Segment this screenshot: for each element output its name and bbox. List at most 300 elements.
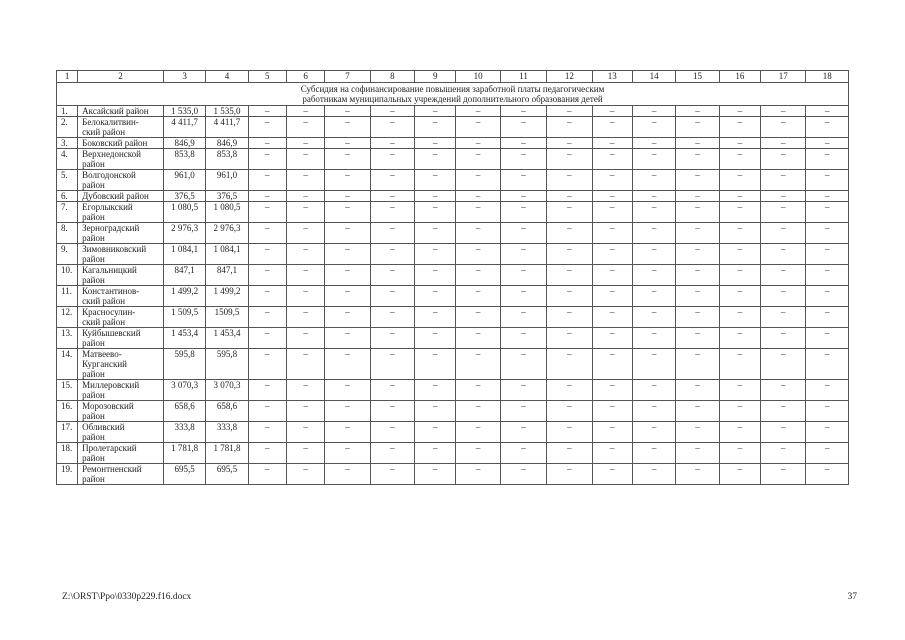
empty-value-dash: –	[248, 307, 286, 328]
column-number-cell: 17	[761, 71, 806, 83]
table-row	[57, 265, 849, 286]
district-name	[78, 286, 164, 307]
empty-value-dash: –	[370, 464, 414, 485]
empty-value-dash: –	[719, 223, 760, 244]
empty-value-dash: –	[632, 223, 675, 244]
district-name	[78, 149, 164, 170]
empty-value-dash: –	[592, 244, 632, 265]
table-row	[57, 349, 849, 380]
empty-value-dash: –	[592, 202, 632, 223]
empty-value-dash: –	[500, 464, 546, 485]
amount-col-4: 658,6	[206, 401, 248, 422]
empty-value-dash: –	[547, 328, 592, 349]
column-number-cell: 3	[163, 71, 205, 83]
empty-value-dash: –	[719, 117, 760, 138]
amount-col-3: 3 070,3	[163, 380, 205, 401]
row-number: 3.	[57, 138, 78, 149]
empty-value-dash: –	[676, 286, 719, 307]
empty-value-dash: –	[286, 443, 324, 464]
column-number-cell: 14	[632, 71, 675, 83]
empty-value-dash: –	[676, 170, 719, 191]
district-name-line: Куйбышевский	[82, 328, 141, 338]
district-name	[78, 202, 164, 223]
empty-value-dash: –	[415, 349, 456, 380]
empty-value-dash: –	[500, 307, 546, 328]
district-name-line: район	[82, 453, 105, 463]
empty-value-dash: –	[592, 464, 632, 485]
amount-col-4: 1 080,5	[206, 202, 248, 223]
empty-value-dash: –	[286, 202, 324, 223]
empty-value-dash: –	[547, 170, 592, 191]
empty-value-dash: –	[806, 170, 849, 191]
row-number: 10.	[57, 265, 78, 286]
empty-value-dash: –	[676, 138, 719, 149]
empty-value-dash: –	[456, 464, 500, 485]
empty-value-dash: –	[547, 191, 592, 202]
empty-value-dash: –	[719, 443, 760, 464]
empty-value-dash: –	[415, 380, 456, 401]
empty-value-dash: –	[415, 106, 456, 117]
empty-value-dash: –	[632, 244, 675, 265]
empty-value-dash: –	[415, 138, 456, 149]
empty-value-dash: –	[592, 106, 632, 117]
empty-value-dash: –	[719, 380, 760, 401]
empty-value-dash: –	[370, 106, 414, 117]
empty-value-dash: –	[547, 286, 592, 307]
empty-value-dash: –	[806, 149, 849, 170]
empty-value-dash: –	[632, 106, 675, 117]
empty-value-dash: –	[325, 149, 370, 170]
district-name-line: Обливский	[82, 422, 125, 432]
column-number-cell: 4	[206, 71, 248, 83]
column-number-cell: 13	[592, 71, 632, 83]
empty-value-dash: –	[500, 328, 546, 349]
empty-value-dash: –	[676, 443, 719, 464]
amount-col-4: 846,9	[206, 138, 248, 149]
row-number: 6.	[57, 191, 78, 202]
empty-value-dash: –	[761, 117, 806, 138]
table-row	[57, 464, 849, 485]
district-name	[78, 138, 164, 149]
empty-value-dash: –	[370, 422, 414, 443]
empty-value-dash: –	[286, 328, 324, 349]
empty-value-dash: –	[415, 170, 456, 191]
empty-value-dash: –	[676, 380, 719, 401]
empty-value-dash: –	[547, 349, 592, 380]
caption-line-1: Субсидия на софинансирование повышения заработной платы педагогическим	[300, 84, 605, 94]
empty-value-dash: –	[719, 328, 760, 349]
empty-value-dash: –	[415, 191, 456, 202]
empty-value-dash: –	[761, 422, 806, 443]
empty-value-dash: –	[592, 307, 632, 328]
amount-col-3: 1 781,8	[163, 443, 205, 464]
empty-value-dash: –	[415, 223, 456, 244]
empty-value-dash: –	[592, 149, 632, 170]
amount-col-3: 2 976,3	[163, 223, 205, 244]
amount-col-4: 1509,5	[206, 307, 248, 328]
empty-value-dash: –	[632, 149, 675, 170]
empty-value-dash: –	[370, 149, 414, 170]
empty-value-dash: –	[370, 117, 414, 138]
empty-value-dash: –	[719, 286, 760, 307]
section-caption-row	[57, 83, 849, 106]
empty-value-dash: –	[676, 149, 719, 170]
empty-value-dash: –	[456, 349, 500, 380]
empty-value-dash: –	[325, 401, 370, 422]
empty-value-dash: –	[761, 202, 806, 223]
empty-value-dash: –	[456, 149, 500, 170]
empty-value-dash: –	[806, 265, 849, 286]
section-caption	[57, 83, 849, 106]
table-row	[57, 244, 849, 265]
empty-value-dash: –	[325, 286, 370, 307]
empty-value-dash: –	[500, 286, 546, 307]
empty-value-dash: –	[719, 265, 760, 286]
district-name	[78, 265, 164, 286]
empty-value-dash: –	[719, 138, 760, 149]
empty-value-dash: –	[500, 244, 546, 265]
empty-value-dash: –	[719, 149, 760, 170]
empty-value-dash: –	[806, 401, 849, 422]
district-name-line: район	[82, 212, 105, 222]
column-number-cell: 1	[57, 71, 78, 83]
empty-value-dash: –	[761, 138, 806, 149]
amount-col-3: 695,5	[163, 464, 205, 485]
district-name	[78, 170, 164, 191]
empty-value-dash: –	[325, 117, 370, 138]
district-name	[78, 380, 164, 401]
empty-value-dash: –	[761, 464, 806, 485]
empty-value-dash: –	[286, 286, 324, 307]
empty-value-dash: –	[761, 223, 806, 244]
table-row	[57, 307, 849, 328]
empty-value-dash: –	[547, 202, 592, 223]
empty-value-dash: –	[370, 443, 414, 464]
amount-col-3: 1 080,5	[163, 202, 205, 223]
table-row	[57, 380, 849, 401]
district-name-line: Константинов-	[82, 286, 140, 296]
empty-value-dash: –	[248, 349, 286, 380]
empty-value-dash: –	[806, 328, 849, 349]
empty-value-dash: –	[632, 422, 675, 443]
empty-value-dash: –	[325, 170, 370, 191]
amount-col-4: 695,5	[206, 464, 248, 485]
district-name-line: ский район	[82, 296, 126, 306]
row-number: 1.	[57, 106, 78, 117]
empty-value-dash: –	[592, 443, 632, 464]
empty-value-dash: –	[415, 202, 456, 223]
empty-value-dash: –	[806, 223, 849, 244]
empty-value-dash: –	[632, 191, 675, 202]
empty-value-dash: –	[632, 307, 675, 328]
empty-value-dash: –	[761, 244, 806, 265]
empty-value-dash: –	[456, 202, 500, 223]
amount-col-4: 376,5	[206, 191, 248, 202]
amount-col-4: 1 535,0	[206, 106, 248, 117]
empty-value-dash: –	[592, 349, 632, 380]
empty-value-dash: –	[500, 106, 546, 117]
row-number: 4.	[57, 149, 78, 170]
empty-value-dash: –	[370, 307, 414, 328]
empty-value-dash: –	[248, 443, 286, 464]
empty-value-dash: –	[547, 422, 592, 443]
table-row	[57, 443, 849, 464]
empty-value-dash: –	[500, 191, 546, 202]
empty-value-dash: –	[592, 191, 632, 202]
empty-value-dash: –	[632, 202, 675, 223]
empty-value-dash: –	[370, 349, 414, 380]
empty-value-dash: –	[761, 328, 806, 349]
empty-value-dash: –	[325, 464, 370, 485]
empty-value-dash: –	[592, 138, 632, 149]
empty-value-dash: –	[248, 464, 286, 485]
amount-col-3: 1 453,4	[163, 328, 205, 349]
table-row	[57, 138, 849, 149]
empty-value-dash: –	[415, 149, 456, 170]
empty-value-dash: –	[500, 265, 546, 286]
empty-value-dash: –	[806, 443, 849, 464]
district-name-line: район	[82, 432, 105, 442]
empty-value-dash: –	[806, 349, 849, 380]
empty-value-dash: –	[456, 401, 500, 422]
empty-value-dash: –	[547, 117, 592, 138]
empty-value-dash: –	[676, 265, 719, 286]
amount-col-3: 333,8	[163, 422, 205, 443]
empty-value-dash: –	[632, 464, 675, 485]
caption-line-2: работникам муниципальных учреждений дополнительного образования детей	[302, 94, 603, 104]
empty-value-dash: –	[547, 265, 592, 286]
district-name-line: район	[82, 390, 105, 400]
empty-value-dash: –	[500, 422, 546, 443]
empty-value-dash: –	[286, 138, 324, 149]
empty-value-dash: –	[806, 380, 849, 401]
empty-value-dash: –	[415, 265, 456, 286]
table-row	[57, 117, 849, 138]
amount-col-4: 1 781,8	[206, 443, 248, 464]
row-number: 17.	[57, 422, 78, 443]
district-name-line: Красносулин-	[82, 307, 136, 317]
empty-value-dash: –	[456, 307, 500, 328]
empty-value-dash: –	[286, 191, 324, 202]
empty-value-dash: –	[248, 202, 286, 223]
empty-value-dash: –	[456, 286, 500, 307]
amount-col-4: 2 976,3	[206, 223, 248, 244]
empty-value-dash: –	[500, 170, 546, 191]
empty-value-dash: –	[761, 106, 806, 117]
empty-value-dash: –	[806, 307, 849, 328]
amount-col-3: 376,5	[163, 191, 205, 202]
empty-value-dash: –	[286, 244, 324, 265]
empty-value-dash: –	[632, 117, 675, 138]
empty-value-dash: –	[456, 106, 500, 117]
empty-value-dash: –	[547, 106, 592, 117]
district-name-line: Пролетарский	[82, 443, 137, 453]
column-number-row	[57, 71, 849, 83]
amount-col-3: 846,9	[163, 138, 205, 149]
empty-value-dash: –	[719, 307, 760, 328]
empty-value-dash: –	[592, 422, 632, 443]
district-name-line: Боковский район	[82, 138, 148, 148]
empty-value-dash: –	[415, 328, 456, 349]
district-name-line: Матвеево-	[82, 349, 122, 359]
empty-value-dash: –	[325, 223, 370, 244]
empty-value-dash: –	[370, 223, 414, 244]
table-row	[57, 106, 849, 117]
empty-value-dash: –	[500, 380, 546, 401]
empty-value-dash: –	[248, 244, 286, 265]
district-name-line: Аксайский район	[82, 106, 149, 116]
empty-value-dash: –	[248, 170, 286, 191]
amount-col-4: 4 411,7	[206, 117, 248, 138]
empty-value-dash: –	[286, 401, 324, 422]
empty-value-dash: –	[676, 106, 719, 117]
empty-value-dash: –	[415, 464, 456, 485]
district-name-line: Морозовский	[82, 401, 134, 411]
empty-value-dash: –	[632, 286, 675, 307]
table-row	[57, 422, 849, 443]
empty-value-dash: –	[415, 401, 456, 422]
empty-value-dash: –	[325, 307, 370, 328]
empty-value-dash: –	[547, 464, 592, 485]
empty-value-dash: –	[286, 106, 324, 117]
column-number-cell: 2	[78, 71, 164, 83]
amount-col-3: 658,6	[163, 401, 205, 422]
empty-value-dash: –	[592, 328, 632, 349]
district-name-line: район	[82, 233, 105, 243]
empty-value-dash: –	[370, 244, 414, 265]
amount-col-4: 853,8	[206, 149, 248, 170]
amount-col-4: 595,8	[206, 349, 248, 380]
table-row	[57, 286, 849, 307]
row-number: 7.	[57, 202, 78, 223]
empty-value-dash: –	[592, 170, 632, 191]
column-number-cell: 6	[286, 71, 324, 83]
empty-value-dash: –	[592, 380, 632, 401]
empty-value-dash: –	[248, 286, 286, 307]
empty-value-dash: –	[676, 464, 719, 485]
empty-value-dash: –	[761, 170, 806, 191]
empty-value-dash: –	[456, 443, 500, 464]
empty-value-dash: –	[415, 117, 456, 138]
empty-value-dash: –	[456, 380, 500, 401]
row-number: 5.	[57, 170, 78, 191]
empty-value-dash: –	[806, 464, 849, 485]
district-name-line: Миллеровский	[82, 380, 140, 390]
district-name-line: Волгодонской	[82, 170, 136, 180]
table-row	[57, 191, 849, 202]
district-name	[78, 244, 164, 265]
empty-value-dash: –	[547, 149, 592, 170]
empty-value-dash: –	[806, 138, 849, 149]
empty-value-dash: –	[676, 223, 719, 244]
empty-value-dash: –	[248, 106, 286, 117]
district-name-line: район	[82, 474, 105, 484]
amount-col-4: 1 084,1	[206, 244, 248, 265]
empty-value-dash: –	[415, 443, 456, 464]
district-name	[78, 106, 164, 117]
column-number-cell: 16	[719, 71, 760, 83]
empty-value-dash: –	[547, 138, 592, 149]
empty-value-dash: –	[286, 464, 324, 485]
empty-value-dash: –	[719, 106, 760, 117]
empty-value-dash: –	[325, 138, 370, 149]
empty-value-dash: –	[286, 349, 324, 380]
empty-value-dash: –	[676, 202, 719, 223]
page-number: 37	[847, 592, 857, 602]
empty-value-dash: –	[806, 422, 849, 443]
empty-value-dash: –	[676, 422, 719, 443]
empty-value-dash: –	[632, 328, 675, 349]
empty-value-dash: –	[547, 443, 592, 464]
empty-value-dash: –	[547, 244, 592, 265]
district-name	[78, 328, 164, 349]
column-number-cell: 15	[676, 71, 719, 83]
column-number-cell: 9	[415, 71, 456, 83]
empty-value-dash: –	[500, 149, 546, 170]
empty-value-dash: –	[370, 265, 414, 286]
row-number: 11.	[57, 286, 78, 307]
empty-value-dash: –	[500, 443, 546, 464]
district-name	[78, 443, 164, 464]
empty-value-dash: –	[806, 286, 849, 307]
row-number: 9.	[57, 244, 78, 265]
empty-value-dash: –	[761, 191, 806, 202]
column-number-cell: 12	[547, 71, 592, 83]
amount-col-4: 847,1	[206, 265, 248, 286]
district-name-line: район	[82, 159, 105, 169]
district-name-line: Ремонтненский	[82, 464, 142, 474]
row-number: 12.	[57, 307, 78, 328]
empty-value-dash: –	[719, 202, 760, 223]
empty-value-dash: –	[676, 401, 719, 422]
empty-value-dash: –	[719, 401, 760, 422]
amount-col-3: 1 499,2	[163, 286, 205, 307]
empty-value-dash: –	[456, 117, 500, 138]
district-name	[78, 117, 164, 138]
empty-value-dash: –	[592, 265, 632, 286]
empty-value-dash: –	[592, 223, 632, 244]
empty-value-dash: –	[806, 117, 849, 138]
table-row	[57, 149, 849, 170]
amount-col-3: 961,0	[163, 170, 205, 191]
empty-value-dash: –	[632, 170, 675, 191]
empty-value-dash: –	[761, 349, 806, 380]
empty-value-dash: –	[325, 265, 370, 286]
empty-value-dash: –	[719, 170, 760, 191]
empty-value-dash: –	[500, 117, 546, 138]
empty-value-dash: –	[806, 244, 849, 265]
table-row	[57, 202, 849, 223]
empty-value-dash: –	[325, 244, 370, 265]
empty-value-dash: –	[806, 106, 849, 117]
empty-value-dash: –	[286, 223, 324, 244]
footer-file-path: Z:\ORST\Ppo\0330p229.f16.docx	[62, 592, 192, 602]
district-name-line: Курганский	[82, 359, 128, 369]
empty-value-dash: –	[632, 443, 675, 464]
amount-col-4: 961,0	[206, 170, 248, 191]
district-name-line: Кагальницкий	[82, 265, 137, 275]
empty-value-dash: –	[456, 138, 500, 149]
empty-value-dash: –	[370, 202, 414, 223]
empty-value-dash: –	[676, 244, 719, 265]
empty-value-dash: –	[806, 202, 849, 223]
table-row	[57, 223, 849, 244]
amount-col-4: 333,8	[206, 422, 248, 443]
district-name-line: район	[82, 254, 105, 264]
empty-value-dash: –	[248, 265, 286, 286]
district-name-line: район	[82, 275, 105, 285]
empty-value-dash: –	[719, 191, 760, 202]
